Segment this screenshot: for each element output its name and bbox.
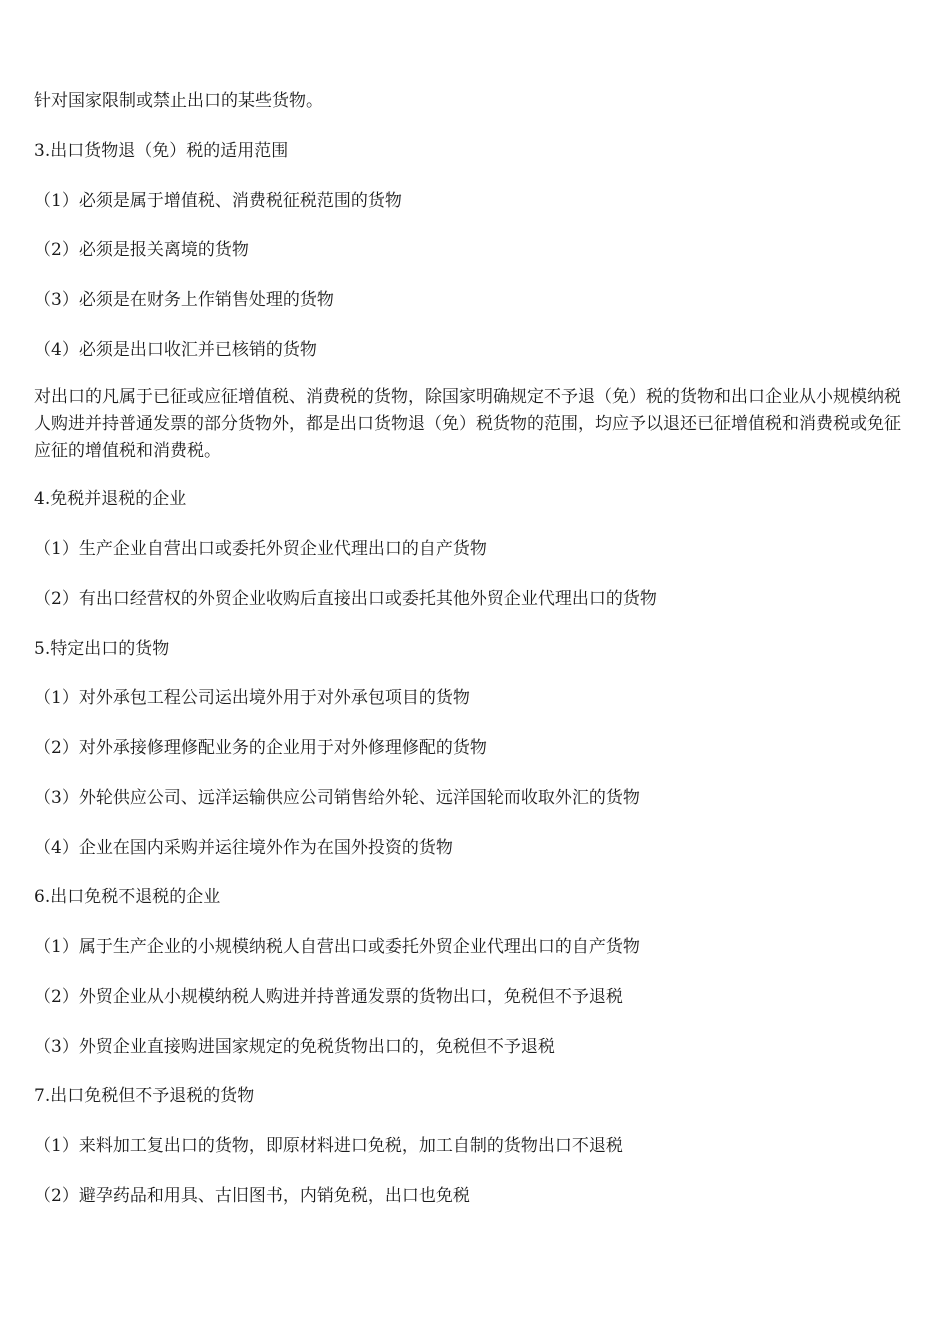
list-item: （3）必须是在财务上作销售处理的货物 (34, 290, 334, 310)
paragraph-body: 对出口的凡属于已征或应征增值税、消费税的货物，除国家明确规定不予退（免）税的货物和出口企业从小规模纳税人购进并持普通发票的部分货物外，都是出口货物退（免）税货物的范围，均应予以退还已征增值税和消费税或免征应征的增值税和消费税。 (34, 387, 901, 461)
list-item: （2）必须是报关离境的货物 (34, 240, 249, 260)
list-item: （2）避孕药品和用具、古旧图书，内销免税，出口也免税 (34, 1186, 470, 1206)
list-item: （1）来料加工复出口的货物，即原材料进口免税，加工自制的货物出口不退税 (34, 1136, 623, 1156)
section-heading-4: 4.免税并退税的企业 (34, 489, 187, 509)
list-item: （3）外贸企业直接购进国家规定的免税货物出口的，免税但不予退税 (34, 1037, 555, 1057)
section-heading-3: 3.出口货物退（免）税的适用范围 (34, 141, 289, 161)
list-item: （1）属于生产企业的小规模纳税人自营出口或委托外贸企业代理出口的自产货物 (34, 937, 640, 957)
list-item: （1）对外承包工程公司运出境外用于对外承包项目的货物 (34, 688, 470, 708)
section-heading-7: 7.出口免税但不予退税的货物 (34, 1086, 255, 1106)
list-item: （4）必须是出口收汇并已核销的货物 (34, 340, 317, 360)
section-heading-6: 6.出口免税不退税的企业 (34, 887, 221, 907)
section-heading-5: 5.特定出口的货物 (34, 639, 170, 659)
list-item: （1）必须是属于增值税、消费税征税范围的货物 (34, 191, 402, 211)
list-item: （2）外贸企业从小规模纳税人购进并持普通发票的货物出口，免税但不予退税 (34, 987, 623, 1007)
list-item: （2）有出口经营权的外贸企业收购后直接出口或委托其他外贸企业代理出口的货物 (34, 589, 657, 609)
paragraph-intro: 针对国家限制或禁止出口的某些货物。 (34, 91, 323, 111)
list-item: （4）企业在国内采购并运往境外作为在国外投资的货物 (34, 838, 453, 858)
list-item: （2）对外承接修理修配业务的企业用于对外修理修配的货物 (34, 738, 487, 758)
list-item: （1）生产企业自营出口或委托外贸企业代理出口的自产货物 (34, 539, 487, 559)
list-item: （3）外轮供应公司、远洋运输供应公司销售给外轮、远洋国轮而收取外汇的货物 (34, 788, 640, 808)
